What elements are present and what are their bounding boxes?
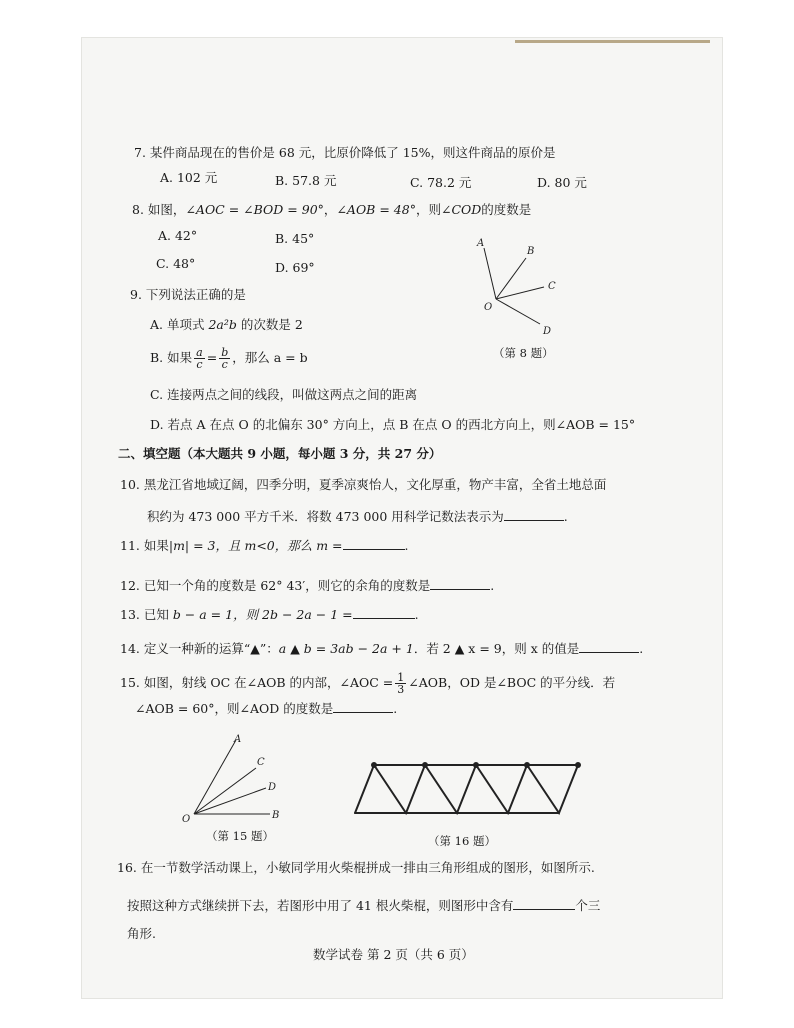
q10-line2: 积约为 473 000 平方千米．将数 473 000 用科学记数法表示为 . — [147, 509, 568, 524]
q16-caption: （第 16 题） — [428, 834, 496, 848]
q11-pre: 11. 如果 — [120, 538, 169, 553]
q13-math: b − a = 1，则 2b − 2a − 1 = — [172, 607, 353, 622]
q15-label-a: A — [234, 734, 242, 745]
q15-line2-text: ∠AOB = 60°，则∠AOD 的度数是 — [135, 701, 334, 716]
q16-line2 — [127, 897, 600, 914]
q15-line1 — [120, 672, 615, 695]
q8-option-b: B. 45° — [275, 231, 315, 246]
q7-option-a: A. 102 元 — [160, 170, 218, 185]
q9-a-post: 的次数是 2 — [236, 317, 303, 332]
q8-label-o: O — [484, 302, 493, 313]
q9-b-frac-2 — [219, 347, 230, 370]
q9-a-pre: A. 单项式 — [150, 317, 209, 332]
q12-answer-blank[interactable] — [430, 577, 490, 590]
q15-label-b: B — [272, 810, 280, 821]
q9-b-frac-1 — [194, 347, 205, 370]
q12-text: 12. 已知一个角的度数是 62° 43′，则它的余角的度数是 — [120, 578, 431, 593]
q8-math-2: ∠AOB = 48° — [336, 202, 416, 217]
q8-label-c: C — [548, 281, 556, 292]
q16-line1: 16. 在一节数学活动课上，小敏同学用火柴棍拼成一排由三角形组成的图形，如图所示. — [117, 860, 595, 875]
q15-line1-pre: 15. 如图，射线 OC 在∠AOB 的内部，∠AOC = — [120, 675, 394, 690]
q16-line2-post: 个三 — [575, 898, 601, 913]
q14-formula: a ▲ b = 3ab − 2a + 1 — [278, 641, 414, 656]
q15-label-c: C — [257, 757, 265, 768]
q13-answer-blank[interactable] — [353, 606, 415, 619]
q9-option-b — [150, 347, 308, 370]
q10-line1: 10. 黑龙江省地域辽阔，四季分明，夏季凉爽怡人，文化厚重，物产丰富，全省土地总面 — [120, 477, 607, 492]
q8-label-a: A — [477, 238, 485, 249]
q15-frac-den: 3 — [397, 683, 405, 696]
page-footer: 数学试卷 第 2 页（共 6 页） — [313, 947, 474, 962]
q15-line2: ∠AOB = 60°，则∠AOD 的度数是 . — [135, 701, 398, 716]
q7-option-b: B. 57.8 元 — [275, 173, 337, 188]
q8-stem-a: 如图， — [147, 202, 186, 217]
q14-post: ．若 2 ▲ x = 9，则 x 的值是 — [413, 641, 580, 656]
q14-mid: ”： — [259, 641, 279, 656]
q15-figure — [178, 730, 288, 825]
q9-stem: 9. 下列说法正确的是 — [130, 287, 246, 302]
q7-option-c: C. 78.2 元 — [410, 175, 472, 190]
q9-b-num-1: a — [196, 346, 203, 359]
q8-option-d: D. 69° — [275, 260, 315, 275]
q16-zigzag-sticks — [355, 765, 578, 813]
q7-stem: 7. 某件商品现在的售价是 68 元，比原价降低了 15%，则这件商品的原价是 — [134, 145, 556, 160]
q8-number: 8. — [132, 202, 144, 217]
q9-a-math: 2a²b — [208, 317, 237, 332]
q10-answer-blank[interactable] — [504, 508, 564, 521]
q9-b-den-2: c — [221, 358, 228, 371]
q15-ray-oc — [194, 768, 256, 814]
q8-stem-c: 的度数是 — [481, 202, 532, 217]
q15-label-d: D — [268, 782, 277, 793]
q8-option-c: C. 48° — [156, 256, 196, 271]
q8-stem: 8. 如图，∠AOC = ∠BOD = 90°，∠AOB = 48°，则∠COD的度数是 — [132, 202, 532, 217]
q8-math-3: ∠COD — [440, 202, 482, 217]
q9-b-den-1: c — [196, 358, 203, 371]
q11-math: |m| = 3，且 m<0，那么 m = — [168, 538, 343, 553]
q15-caption: （第 15 题） — [206, 829, 274, 843]
q15-fraction — [395, 672, 406, 695]
q8-caption: （第 8 题） — [493, 346, 554, 360]
q9-b-pre: B. 如果 — [150, 350, 193, 365]
q9-b-eq: = — [206, 350, 218, 365]
q15-ray-od — [194, 788, 266, 814]
q8-label-b: B — [527, 246, 535, 257]
q14-answer-blank[interactable] — [579, 640, 639, 653]
page-edge-mark — [515, 40, 710, 43]
q12: 12. 已知一个角的度数是 62° 43′，则它的余角的度数是 . — [120, 578, 495, 593]
q16-figure — [352, 755, 592, 825]
q15-label-o: O — [182, 814, 191, 825]
q10-line2-text: 积约为 473 000 平方千米．将数 473 000 用科学记数法表示为 — [147, 509, 504, 524]
q8-option-a: A. 42° — [158, 228, 198, 243]
q8-stem-b: ，则 — [415, 202, 441, 217]
q9-option-d: D. 若点 A 在点 O 的北偏东 30° 方向上，点 B 在点 O 的西北方向上，则∠AOB = 15° — [150, 417, 636, 432]
q8-figure — [470, 232, 570, 342]
q9-option-a — [150, 317, 303, 333]
q8-ray-oa — [484, 248, 496, 299]
q8-math-1: ∠AOC = ∠BOD = 90° — [185, 202, 324, 217]
q13-pre: 13. 已知 — [120, 607, 173, 622]
q7-option-d: D. 80 元 — [537, 175, 587, 190]
q9-b-num-2: b — [221, 346, 229, 359]
q15-answer-blank[interactable] — [333, 700, 393, 713]
q11: 11. 如果|m| = 3，且 m<0，那么 m = . — [120, 538, 409, 553]
q16-line3: 角形. — [127, 926, 156, 941]
q16-answer-blank[interactable] — [513, 897, 575, 910]
q9-option-c: C. 连接两点之间的线段，叫做这两点之间的距离 — [150, 387, 418, 402]
section2-title: 二、填空题（本大题共 9 小题，每小题 3 分，共 27 分） — [118, 446, 442, 461]
triangle-operator-icon: ▲ — [250, 641, 260, 656]
q13: 13. 已知 b − a = 1，则 2b − 2a − 1 = . — [120, 607, 419, 622]
q15-line1-post: ∠AOB，OD 是∠BOC 的平分线．若 — [408, 675, 616, 690]
q14: 14. 定义一种新的运算“▲”：a ▲ b = 3ab − 2a + 1．若 2 ▲ x = 9，则 x 的值是 . — [120, 641, 644, 656]
q15-ray-oa — [194, 740, 236, 814]
q15-frac-num: 1 — [397, 671, 405, 684]
q16-line2-pre: 按照这种方式继续拼下去，若图形中用了 41 根火柴棍，则图形中含有 — [127, 898, 514, 913]
q14-pre: 14. 定义一种新的运算“ — [120, 641, 251, 656]
q11-answer-blank[interactable] — [343, 537, 405, 550]
q8-ray-od — [496, 299, 540, 324]
q9-b-post: ，那么 a = b — [232, 350, 308, 365]
q8-label-d: D — [543, 326, 552, 337]
